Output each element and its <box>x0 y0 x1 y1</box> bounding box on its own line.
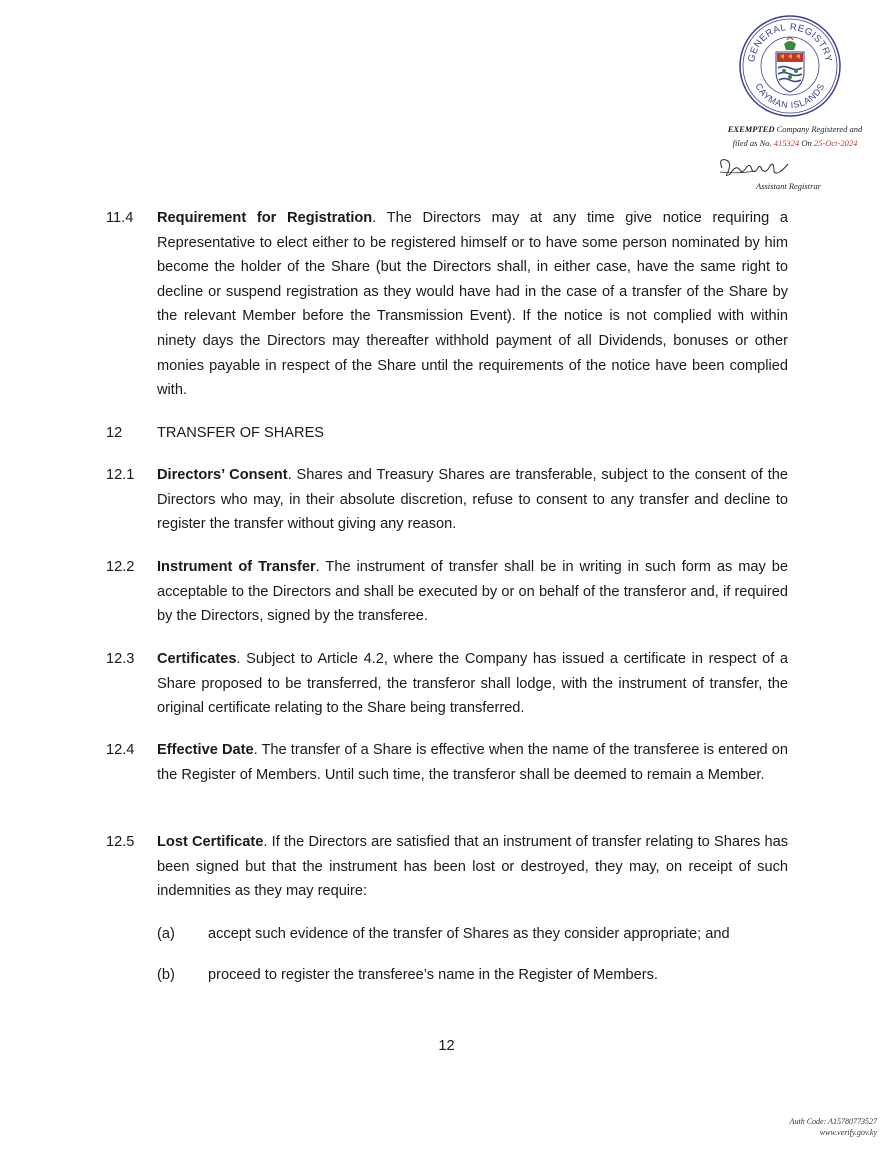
authentication-footer <box>790 1116 877 1138</box>
clause-number: 12.3 <box>106 651 135 667</box>
registry-seal-icon <box>738 14 842 118</box>
clause-12-5 <box>106 830 788 904</box>
registrar-signature <box>716 152 792 182</box>
clause-title: Requirement for Registration <box>157 210 373 226</box>
clause-number: 11.4 <box>106 210 134 226</box>
clause-text: . The transfer of a Share is effective when the name of the transferee is entered on the Register of Members. Until such time, the transferor shall be deemed to remain a Member. <box>157 742 788 783</box>
clause-text: . The instrument of transfer shall be in writing in such form as may be acceptable to the Directors and shall be executed by or on behalf of the transferor and, if required by the Directors, signed by the transferee. <box>157 559 788 625</box>
clause-12-4 <box>106 738 788 787</box>
registration-stamp <box>700 122 890 150</box>
stamp-filed-prefix: filed as No. <box>732 138 772 148</box>
clause-title: Directors’ Consent <box>157 467 288 483</box>
page-number: 12 <box>438 1038 455 1054</box>
clause-title: Instrument of Transfer <box>157 559 316 575</box>
assistant-registrar-label: Assistant Registrar <box>756 181 821 191</box>
heading-number: 12 <box>106 425 123 441</box>
subclause-text: proceed to register the transferee’s name in the Register of Members. <box>208 967 658 983</box>
clause-title: Certificates <box>157 651 237 667</box>
clause-text: . The Directors may at any time give notice requiring a Representative to elect either to be registered himself or to have some person nominated by him become the holder of the Share (but the Directors shall, in either case, have the same right to decline or suspend registration as they would have had in the case of a transfer of the Share by the relevant Member before the Transmission Event). If the notice is not complied with within ninety days the Directors may thereafter withhold payment of all Dividends, bonuses or other monies payable in respect of the Share until the requirements of the notice have been complied with. <box>157 210 788 399</box>
stamp-on-word: On <box>801 138 812 148</box>
stamp-line1-suffix: Company Registered and <box>776 124 863 134</box>
auth-code: Auth Code: A15780773527 <box>789 1117 877 1126</box>
clause-number: 12.2 <box>106 559 135 575</box>
seal-top-text: GENERAL REGISTRY <box>746 21 834 64</box>
clause-text: . Shares and Treasury Shares are transferable, subject to the consent of the Directors who may, in their absolute discretion, refuse to consent to any transfer and decline to register the transfer without giving any reason. <box>157 467 788 533</box>
clause-12-1 <box>106 463 788 537</box>
clause-number: 12.1 <box>106 467 135 483</box>
clause-number: 12.4 <box>106 742 135 758</box>
stamp-line-registered <box>700 122 890 136</box>
stamp-line-filed <box>700 136 890 150</box>
stamp-filing-number: 415324 <box>773 138 800 148</box>
seal-bottom-text: CAYMAN ISLANDS <box>753 81 827 111</box>
clause-11-4 <box>106 206 788 403</box>
heading-title: TRANSFER OF SHARES <box>157 425 325 441</box>
subclause-label: (b) <box>157 967 175 983</box>
clause-12-2 <box>106 555 788 629</box>
clause-12-3 <box>106 647 788 721</box>
clause-text: . Subject to Article 4.2, where the Company has issued a certificate in respect of a Share proposed to be transferred, the transferor shall lodge, with the instrument of transfer, the original certificate relating to the Share being transferred. <box>157 651 788 717</box>
clause-title: Effective Date <box>157 742 254 758</box>
clause-text: . If the Directors are satisfied that an instrument of transfer relating to Shares has been signed but that the instrument has been lost or destroyed, they may, on receipt of such indemnities as they may require: <box>157 834 788 900</box>
subclause-label: (a) <box>157 926 175 942</box>
subclause-text: accept such evidence of the transfer of Shares as they consider appropriate; and <box>208 926 730 942</box>
stamp-filing-date: 25-Oct-2024 <box>813 138 858 148</box>
clause-title: Lost Certificate <box>157 834 264 850</box>
verify-website: www.verify.gov.ky <box>819 1128 877 1137</box>
stamp-status: EXEMPTED <box>727 124 775 134</box>
clause-number: 12.5 <box>106 834 135 850</box>
